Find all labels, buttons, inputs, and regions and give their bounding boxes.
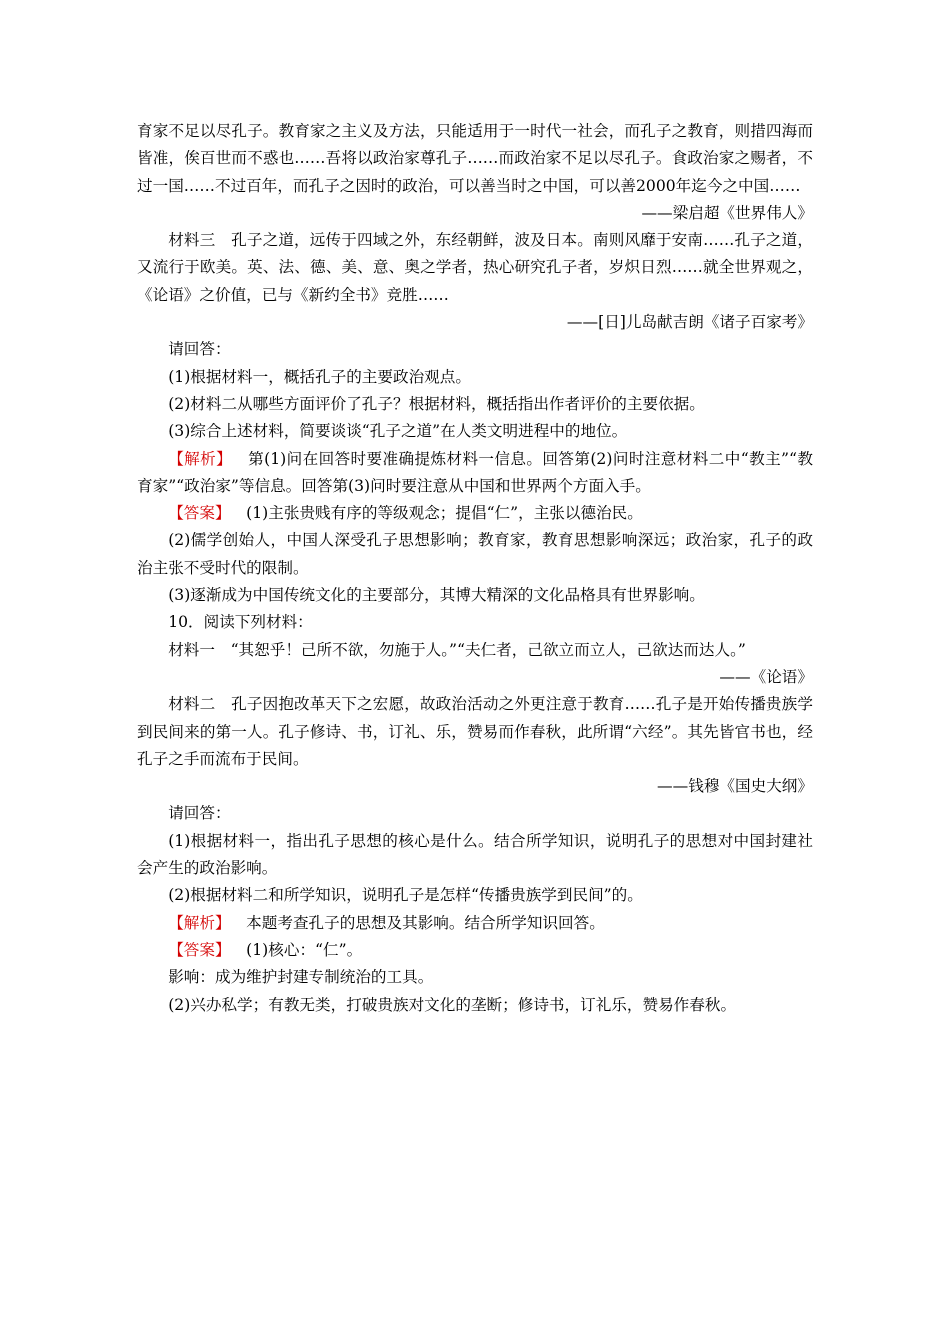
answer-paragraph <box>137 500 813 527</box>
answer-text: (1)主张贵贱有序的等级观念；提倡“仁”，主张以德治民。 <box>246 504 643 523</box>
source-citation: ——[日]儿岛献吉朗《诸子百家考》 <box>566 313 813 332</box>
analysis-tag: 【解析】 <box>168 913 231 932</box>
answer-tag: 【答案】 <box>168 940 231 959</box>
document-body <box>137 118 813 1019</box>
question-item: (2)根据材料二和所学知识，说明孔子是怎样“传播贵族学到民间”的。 <box>168 886 643 905</box>
question-prompt: 请回答： <box>168 340 231 359</box>
question-item: (1)根据材料一，指出孔子思想的核心是什么。结合所学知识，说明孔子的思想对中国封建社会产生的政治影响。 <box>137 831 813 878</box>
paragraph-material-three: 材料三 孔子之道，远传于四域之外，东经朝鲜，波及日本。南则风靡于安南……孔子之道，又流行于欧美。英、法、德、美、意、奥之学者，热心研究孔子者，岁炽日烈……就全世界观之，《论语》之价值，已与《新约全书》竞胜…… <box>137 231 813 304</box>
answer-item: (3)逐渐成为中国传统文化的主要部分，其博大精深的文化品格具有世界影响。 <box>168 586 705 605</box>
analysis-paragraph <box>137 910 813 937</box>
question-number: 10．阅读下列材料： <box>168 613 313 632</box>
question-item: (3)综合上述材料，简要谈谈“孔子之道”在人类文明进程中的地位。 <box>168 422 628 441</box>
material-one: 材料一 “其恕乎！己所不欲，勿施于人。”“夫仁者，己欲立而立人，己欲达而达人。” <box>168 640 746 659</box>
source-citation: ——《论语》 <box>719 667 813 686</box>
analysis-text: 第(1)问在回答时要准确提炼材料一信息。回答第(2)问时注意材料二中“教主”“教育家”“政治家”等信息。回答第(3)问时要注意从中国和世界两个方面入手。 <box>137 449 813 495</box>
answer-item: 影响：成为维护封建专制统治的工具。 <box>168 968 434 987</box>
answer-paragraph <box>137 937 813 964</box>
analysis-paragraph <box>137 446 813 501</box>
answer-item: (2)儒学创始人，中国人深受孔子思想影响；教育家，教育思想影响深远；政治家，孔子的政治主张不受时代的限制。 <box>137 531 813 577</box>
source-citation: ——梁启超《世界伟人》 <box>641 203 813 222</box>
paragraph-material-two-continued: 育家不足以尽孔子。教育家之主义及方法，只能适用于一时代一社会，而孔子之教育，则措四海而皆准，俟百世而不惑也……吾将以政治家尊孔子……而政治家不足以尽孔子。食政治家之赐者，不过一国……不过百年，而孔子之因时的政治，可以善当时之中国，可以善2000年迄今之中国…… <box>137 122 813 195</box>
source-citation: ——钱穆《国史大纲》 <box>657 777 813 796</box>
question-prompt: 请回答： <box>168 804 231 823</box>
answer-tag: 【答案】 <box>168 504 231 523</box>
answer-item: (2)兴办私学；有教无类，打破贵族对文化的垄断；修诗书，订礼乐，赞易作春秋。 <box>168 995 737 1014</box>
analysis-tag: 【解析】 <box>168 449 233 468</box>
analysis-text: 本题考查孔子的思想及其影响。结合所学知识回答。 <box>246 913 605 932</box>
question-item: (2)材料二从哪些方面评价了孔子？根据材料，概括指出作者评价的主要依据。 <box>168 394 705 413</box>
material-two: 材料二 孔子因抱改革天下之宏愿，故政治活动之外更注意于教育……孔子是开始传播贵族学到民间来的第一人。孔子修诗、书，订礼、乐，赞易而作春秋，此所谓“六经”。其先皆官书也，经孔子之手而流布于民间。 <box>137 695 813 768</box>
question-item: (1)根据材料一，概括孔子的主要政治观点。 <box>168 367 471 386</box>
answer-text: (1)核心：“仁”。 <box>246 940 363 959</box>
